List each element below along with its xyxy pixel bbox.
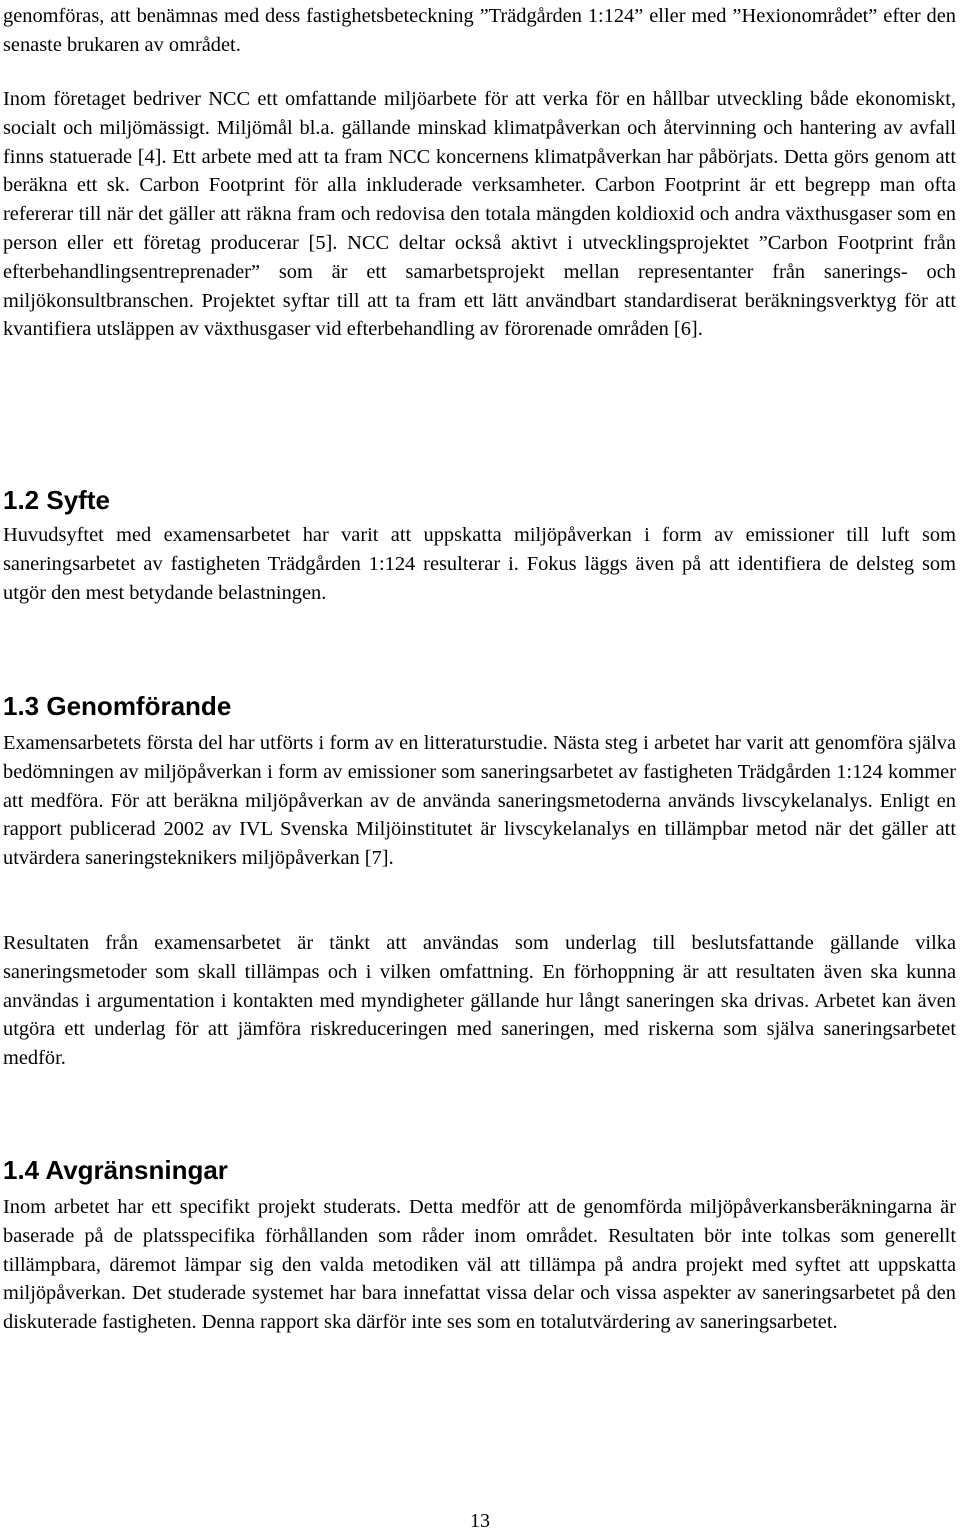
paragraph-resultat: Resultaten från examensarbetet är tänkt att användas som underlag till beslutsfattande gällande vilka saneringsmetoder som skall tillämpas och i vilken omfattning. En förhoppning är att resultaten även ska kunna användas i argumentation i kontakten med myndigheter gällande hur långt saneringen ska drivas. Arbetet kan även utgöra ett underlag för att jämföra riskreduceringen med saneringen, med riskerna som själva saneringsarbetet medför. [3, 932, 956, 1070]
paragraph-intro-continued: genomföras, att benämnas med dess fastighetsbeteckning ”Trädgården 1:124” eller med ”Hexionområdet” efter den senaste brukaren av området. [3, 5, 956, 56]
heading-avgransningar: 1.4 Avgränsningar [3, 1155, 228, 1185]
paragraph-genomforande: Examensarbetets första del har utförts i form av en litteraturstudie. Nästa steg i arbetet har varit att genomföra själva bedömningen av miljöpåverkan i form av emissioner som saneringsarbetet av fastigheten Trädgården 1:124 kommer att medföra. För att beräkna miljöpåverkan av de använda saneringsmetoderna används livscykelanalys. Enligt en rapport publicerad 2002 av IVL Svenska Miljöinstitutet är livscykelanalys en tillämpbar metod när det gäller att utvärdera saneringsteknikers miljöpåverkan [7]. [3, 732, 956, 870]
page-number: 13 [470, 1510, 490, 1532]
paragraph-avgransningar: Inom arbetet har ett specifikt projekt studerats. Detta medför att de genomförda miljöpåverkansberäkningarna är baserade på de platsspecifika förhållanden som råder inom området. Resultaten bör inte tolkas som generellt tillämpbara, däremot lämpar sig den valda metodiken väl att tillämpa på andra projekt med syftet att uppskatta miljöpåverkan. Det studerade systemet har bara innefattat vissa delar och vissa aspekter av saneringsarbetet på den diskuterade fastigheten. Denna rapport ska därför inte ses som en totalutvärdering av saneringsarbetet. [3, 1196, 956, 1334]
heading-syfte: 1.2 Syfte [3, 485, 110, 515]
heading-genomforande: 1.3 Genomförande [3, 691, 232, 721]
paragraph-ncc-environment: Inom företaget bedriver NCC ett omfattande miljöarbete för att verka för en hållbar utveckling både ekonomiskt, socialt och miljömässigt. Miljömål bl.a. gällande minskad klimatpåverkan och återvinning och hantering av avfall finns statuerade [4]. Ett arbete med att ta fram NCC koncernens klimatpåverkan har påbörjats. Detta görs genom att beräkna ett sk. Carbon Footprint för alla inkluderade verksamheter. Carbon Footprint är ett begrepp man ofta refererar till när det gäller att räkna fram och redovisa den totala mängden koldioxid och andra växthusgaser som en person eller ett företag producerar [5]. NCC deltar också aktivt i utvecklingsprojektet ”Carbon Footprint från efterbehandlingsentreprenader” som är ett samarbetsprojekt mellan representanter från sanerings- och miljökonsultbranschen. Projektet syftar till att ta fram ett lätt användbart standardiserat beräkningsverktyg för att kvantifiera utsläppen av växthusgaser vid efterbehandling av förorenade områden [6]. [3, 88, 956, 341]
paragraph-syfte: Huvudsyftet med examensarbetet har varit att uppskatta miljöpåverkan i form av emissioner till luft som saneringsarbetet av fastigheten Trädgården 1:124 resulterar i. Fokus läggs även på att identifiera de delsteg som utgör den mest betydande belastningen. [3, 524, 956, 604]
